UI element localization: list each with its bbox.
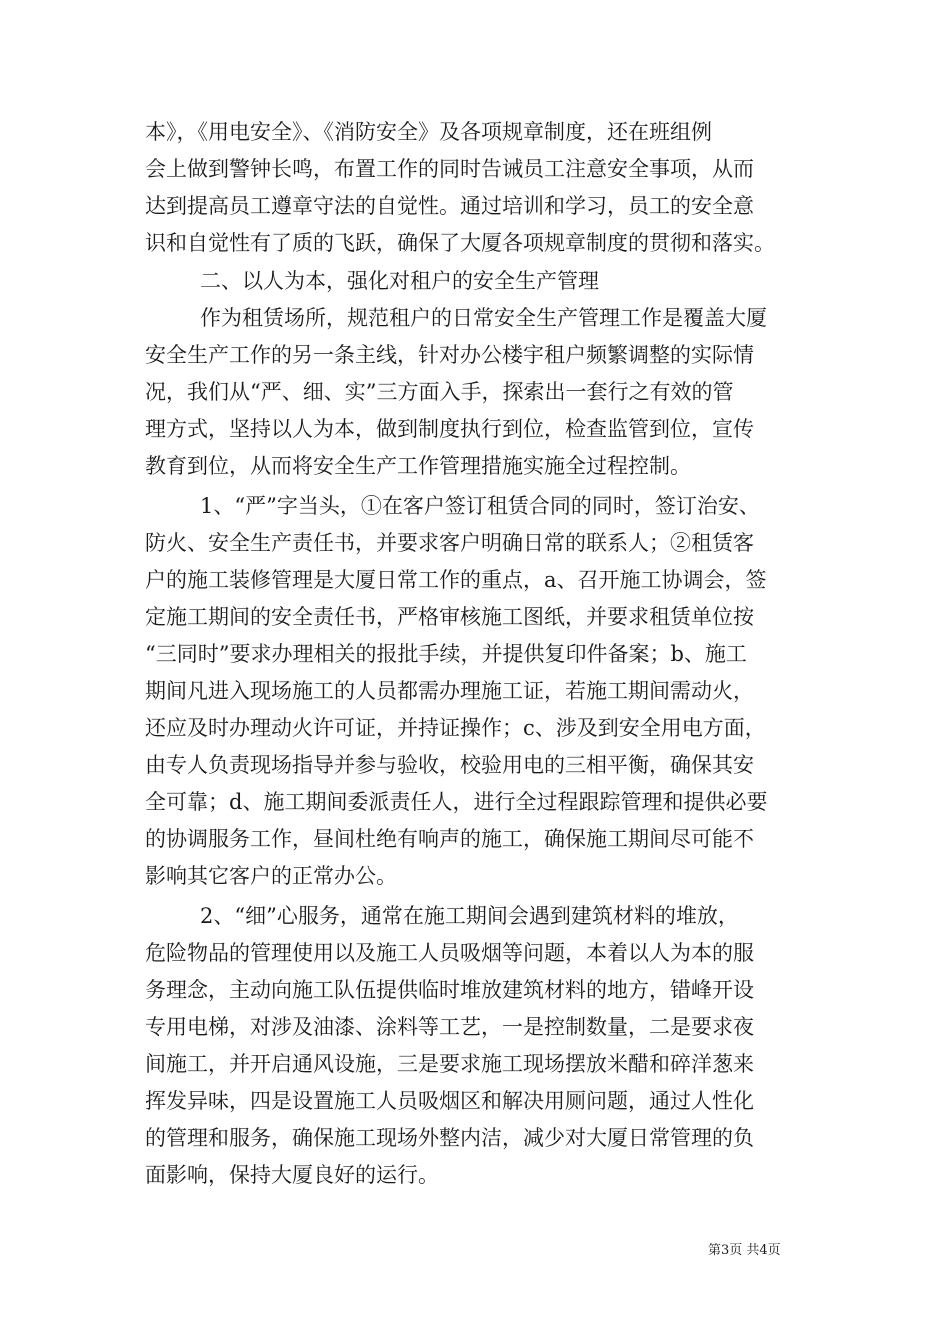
text-line: 间施工，并开启通风设施，三是要求施工现场摆放米醋和碎洋葱来	[145, 1052, 754, 1076]
text-line: 影响其它客户的正常办公。	[145, 864, 397, 888]
text-line: 户的施工装修管理是大厦日常工作的重点，a、召开施工协调会，签	[145, 568, 767, 592]
text-line: 挥发异味，四是设置施工人员吸烟区和解决用厕问题，通过人性化	[145, 1089, 754, 1113]
text-line: 由专人负责现场指导并参与验收，校验用电的三相平衡，确保其安	[145, 753, 754, 777]
text-line: 教育到位，从而将安全生产工作管理措施实施全过程控制。	[145, 454, 691, 478]
text-line: 1、“严”字当头，①在客户签订租赁合同的同时，签订治安、	[200, 494, 760, 518]
text-line: 作为租赁场所，规范租户的日常安全生产管理工作是覆盖大厦	[200, 306, 767, 330]
text-line: 全可靠；d、施工期间委派责任人，进行全过程跟踪管理和提供必要	[145, 790, 768, 814]
text-line: 面影响，保持大厦良好的运行。	[145, 1163, 439, 1187]
text-line: 危险物品的管理使用以及施工人员吸烟等问题，本着以人为本的服	[145, 941, 754, 965]
text-line: 的管理和服务，确保施工现场外整内洁，减少对大厦日常管理的负	[145, 1126, 754, 1150]
page-footer: 第3页 共4页	[708, 1243, 781, 1258]
text-line: 2、“细”心服务，通常在施工期间会遇到建筑材料的堆放，	[200, 904, 739, 928]
text-line: 专用电梯，对涉及油漆、涂料等工艺，一是控制数量，二是要求夜	[145, 1015, 754, 1039]
text-line: 况，我们从“严、细、实”三方面入手，探索出一套行之有效的管	[145, 380, 734, 404]
section-heading: 二、以人为本，强化对租户的安全生产管理	[200, 269, 599, 293]
text-line: 还应及时办理动火许可证，并持证操作；c、涉及到安全用电方面，	[145, 716, 766, 740]
text-line: 期间凡进入现场施工的人员都需办理施工证，若施工期间需动火，	[145, 679, 754, 703]
text-line: 会上做到警钟长鸣，布置工作的同时告诫员工注意安全事项，从而	[145, 157, 754, 181]
text-line: 务理念，主动向施工队伍提供临时堆放建筑材料的地方，错峰开设	[145, 978, 754, 1002]
text-line: 的协调服务工作，昼间杜绝有响声的施工，确保施工期间尽可能不	[145, 827, 754, 851]
text-line: 理方式，坚持以人为本，做到制度执行到位，检查监管到位，宣传	[145, 417, 754, 441]
text-line: 防火、安全生产责任书，并要求客户明确日常的联系人；②租赁客	[145, 531, 754, 555]
text-line: 定施工期间的安全责任书，严格审核施工图纸，并要求租赁单位按	[145, 605, 754, 629]
text-line: 本》，《用电安全》、《消防安全》及各项规章制度，还在班组例	[145, 120, 712, 144]
text-line: “三同时”要求办理相关的报批手续，并提供复印件备案；b、施工	[145, 642, 747, 666]
text-line: 达到提高员工遵章守法的自觉性。通过培训和学习，员工的安全意	[145, 194, 754, 218]
text-line: 安全生产工作的另一条主线，针对办公楼宇租户频繁调整的实际情	[145, 343, 754, 367]
text-line: 识和自觉性有了质的飞跃，确保了大厦各项规章制度的贯彻和落实。	[145, 231, 775, 255]
